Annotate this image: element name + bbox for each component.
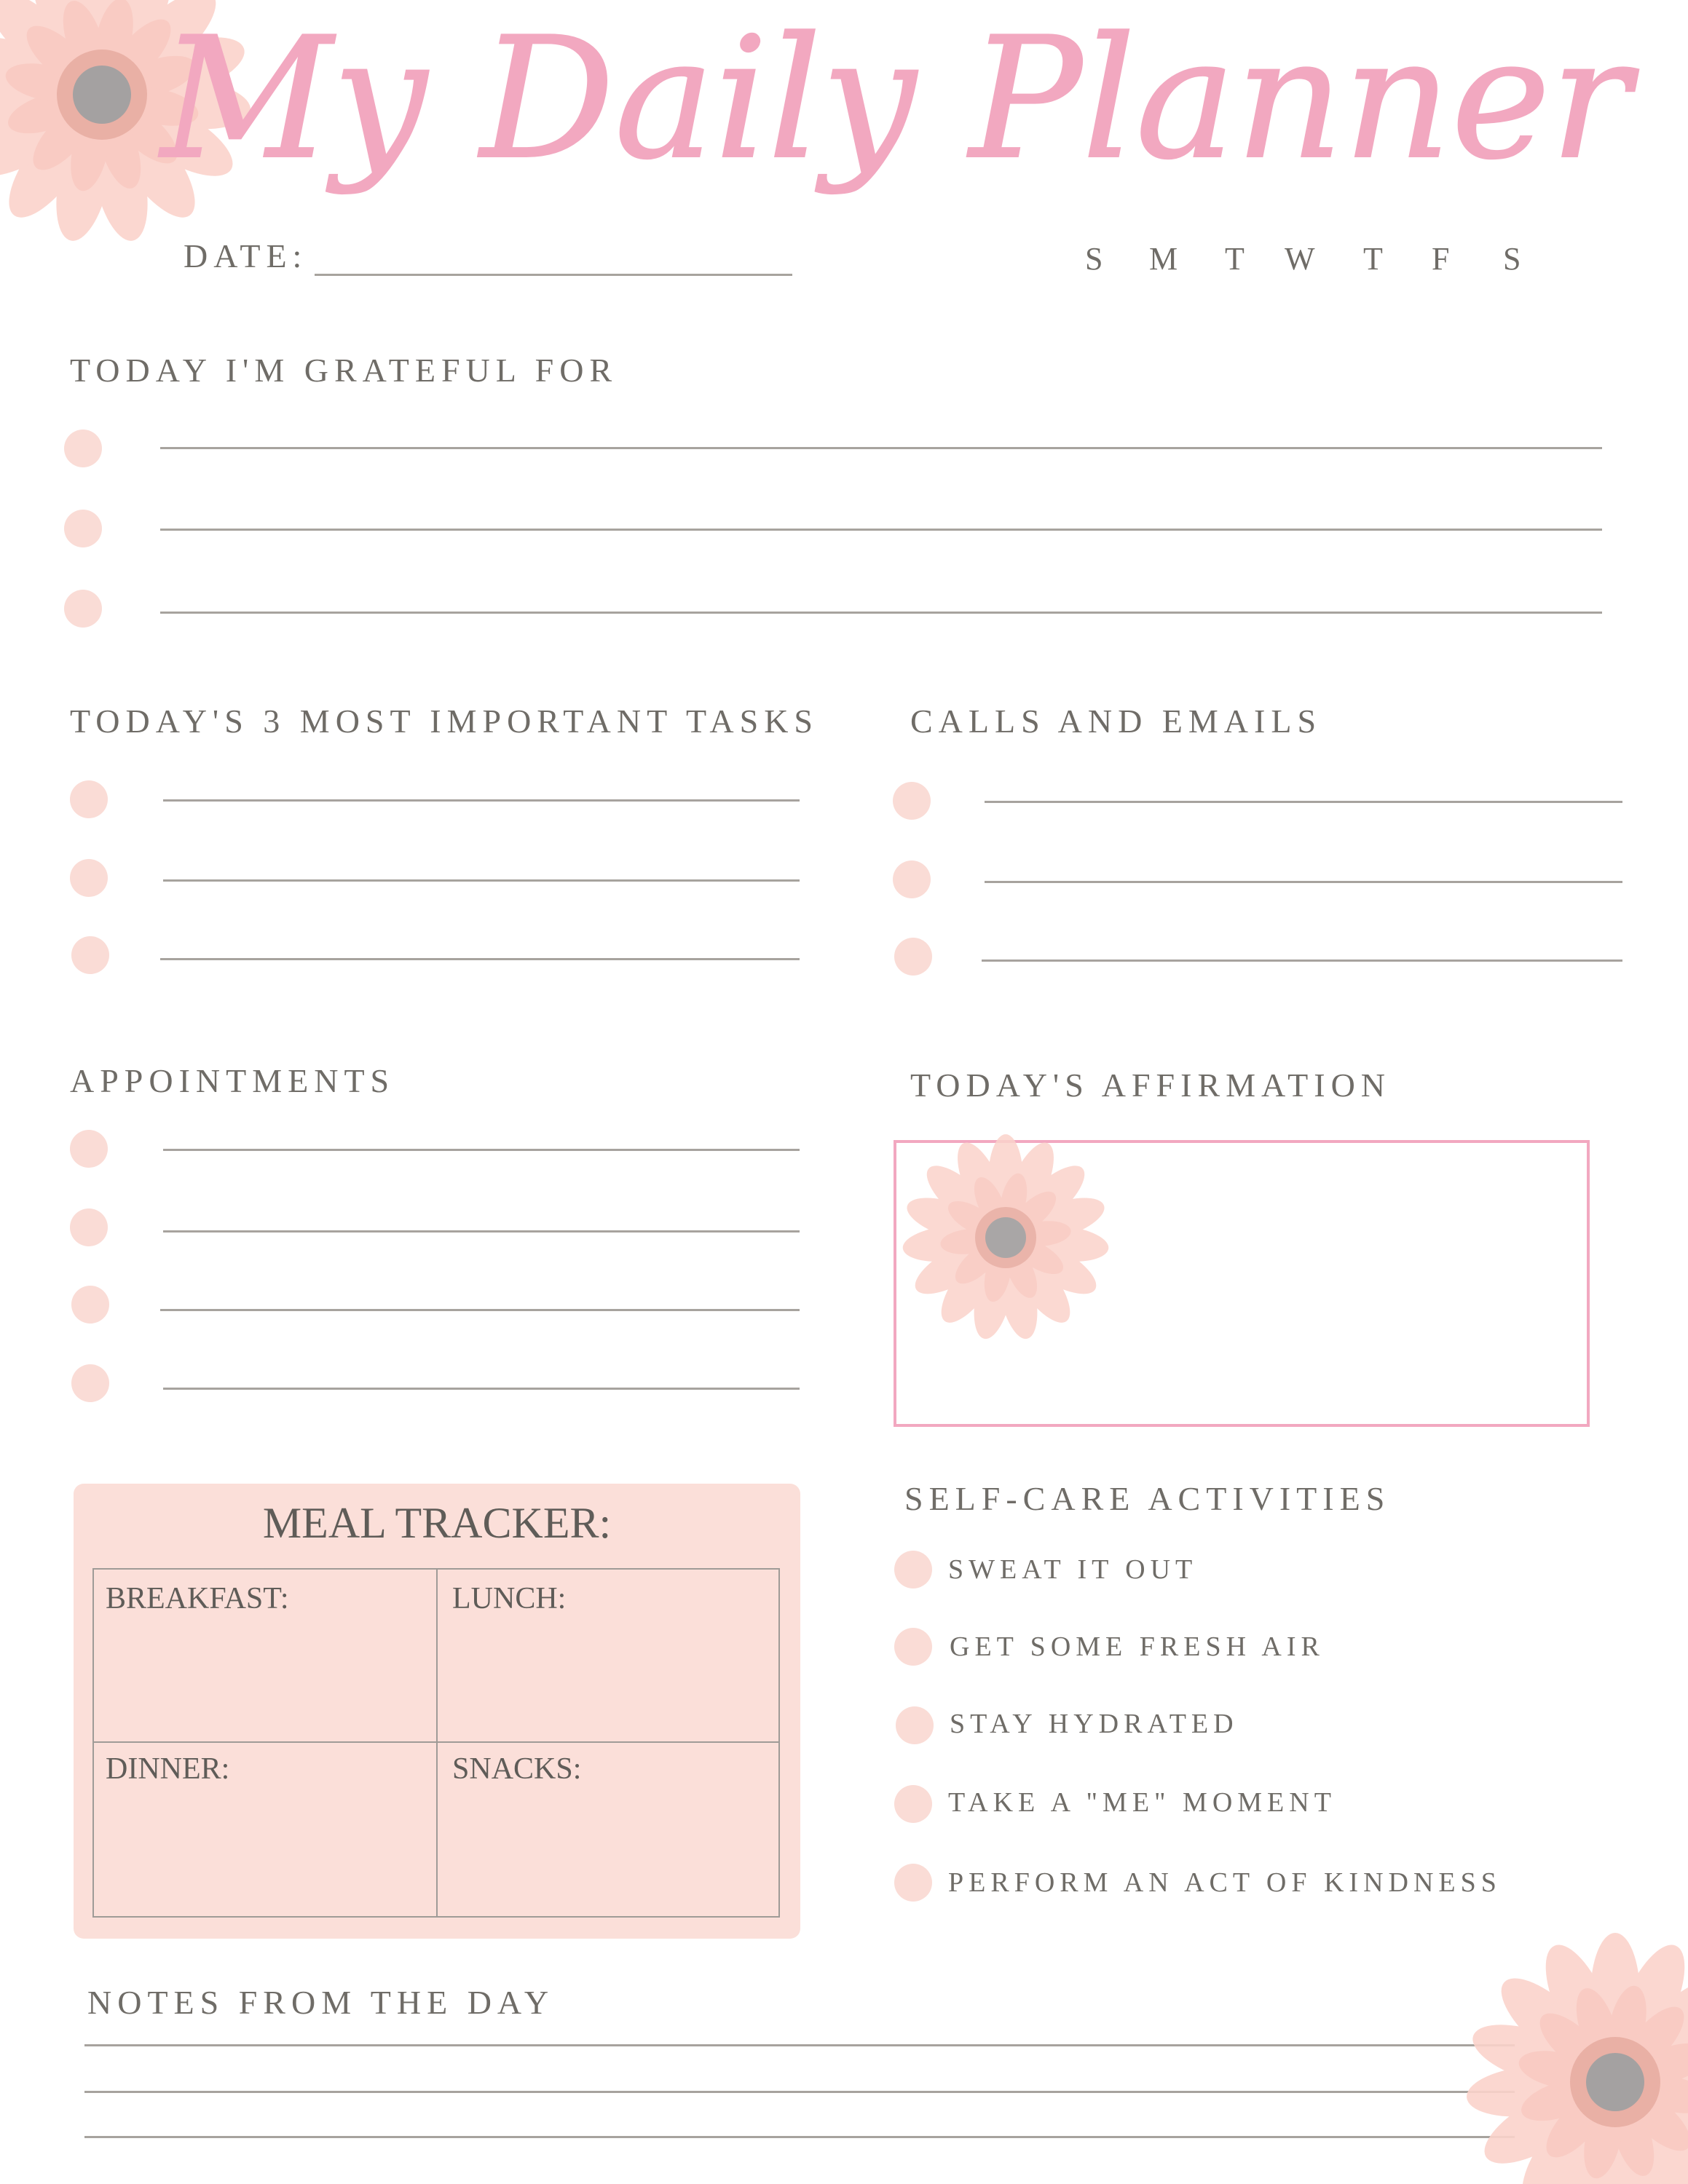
tasks-heading: TODAY'S 3 MOST IMPORTANT TASKS xyxy=(70,703,819,740)
task-line-2[interactable] xyxy=(163,879,800,882)
date-label: DATE: xyxy=(184,237,308,274)
affirmation-heading: TODAY'S AFFIRMATION xyxy=(910,1067,1392,1104)
bullet-dot xyxy=(70,1130,108,1168)
notes-heading: NOTES FROM THE DAY xyxy=(87,1984,555,2021)
bullet-dot xyxy=(71,1364,109,1402)
appointment-line-4[interactable] xyxy=(163,1388,800,1390)
gerbera-flower-icon xyxy=(1470,1936,1688,2184)
weekday-monday[interactable]: M xyxy=(1149,241,1178,277)
selfcare-item: GET SOME FRESH AIR xyxy=(950,1631,1325,1662)
calls-heading: CALLS AND EMAILS xyxy=(910,703,1322,740)
bullet-dot xyxy=(70,859,108,897)
selfcare-item: SWEAT IT OUT xyxy=(948,1554,1198,1585)
selfcare-checkbox[interactable] xyxy=(894,1785,932,1823)
weekday-selector xyxy=(1085,240,1537,284)
call-line-2[interactable] xyxy=(985,881,1622,883)
task-line-1[interactable] xyxy=(163,799,800,802)
notes-line-1[interactable] xyxy=(84,2044,1515,2046)
selfcare-checkbox[interactable] xyxy=(894,1628,932,1666)
call-line-3[interactable] xyxy=(982,960,1622,962)
svg-text:My Daily Planner: My Daily Planner xyxy=(160,2,1631,197)
selfcare-checkbox[interactable] xyxy=(896,1706,934,1744)
gerbera-flower-icon xyxy=(896,1143,1115,1315)
selfcare-checkbox[interactable] xyxy=(894,1864,932,1902)
weekday-sunday[interactable]: S xyxy=(1085,241,1103,277)
selfcare-checkbox[interactable] xyxy=(894,1551,932,1588)
weekday-saturday[interactable]: S xyxy=(1503,241,1521,277)
weekday-tuesday[interactable]: T xyxy=(1225,241,1245,277)
bullet-dot xyxy=(64,590,102,628)
selfcare-item: TAKE A "ME" MOMENT xyxy=(948,1787,1336,1818)
selfcare-item: STAY HYDRATED xyxy=(950,1709,1239,1739)
notes-line-2[interactable] xyxy=(84,2091,1515,2093)
bullet-dot xyxy=(894,938,932,976)
grateful-line-3[interactable] xyxy=(160,612,1602,614)
snacks-cell[interactable]: SNACKS: xyxy=(452,1752,582,1786)
date-field-line[interactable] xyxy=(315,274,792,276)
bullet-dot xyxy=(64,510,102,547)
meal-tracker xyxy=(74,1484,800,1939)
task-line-3[interactable] xyxy=(160,958,800,960)
lunch-cell[interactable]: LUNCH: xyxy=(452,1582,567,1615)
selfcare-item: PERFORM AN ACT OF KINDNESS xyxy=(948,1867,1502,1898)
page-title xyxy=(160,0,1631,233)
appointment-line-3[interactable] xyxy=(160,1309,800,1311)
grateful-line-1[interactable] xyxy=(160,447,1602,449)
notes-line-3[interactable] xyxy=(84,2136,1515,2138)
meal-grid xyxy=(92,1568,780,1918)
meal-tracker-heading: MEAL TRACKER: xyxy=(262,1499,612,1547)
appointment-line-1[interactable] xyxy=(163,1149,800,1151)
call-line-1[interactable] xyxy=(985,801,1622,803)
selfcare-heading: SELF-CARE ACTIVITIES xyxy=(904,1480,1391,1517)
bullet-dot xyxy=(893,782,931,820)
bullet-dot xyxy=(71,1286,109,1324)
bullet-dot xyxy=(70,780,108,818)
appointments-heading: APPOINTMENTS xyxy=(70,1062,395,1099)
affirmation-box[interactable] xyxy=(894,1140,1590,1427)
weekday-thursday[interactable]: T xyxy=(1363,241,1383,277)
weekday-wednesday[interactable]: W xyxy=(1285,241,1315,277)
bullet-dot xyxy=(70,1208,108,1246)
weekday-friday[interactable]: F xyxy=(1432,241,1450,277)
breakfast-cell[interactable]: BREAKFAST: xyxy=(106,1582,289,1615)
grateful-heading: TODAY I'M GRATEFUL FOR xyxy=(70,352,618,389)
dinner-cell[interactable]: DINNER: xyxy=(106,1752,230,1786)
grateful-line-2[interactable] xyxy=(160,529,1602,531)
appointment-line-2[interactable] xyxy=(163,1230,800,1233)
bullet-dot xyxy=(71,936,109,974)
bullet-dot xyxy=(64,430,102,467)
bullet-dot xyxy=(893,860,931,898)
